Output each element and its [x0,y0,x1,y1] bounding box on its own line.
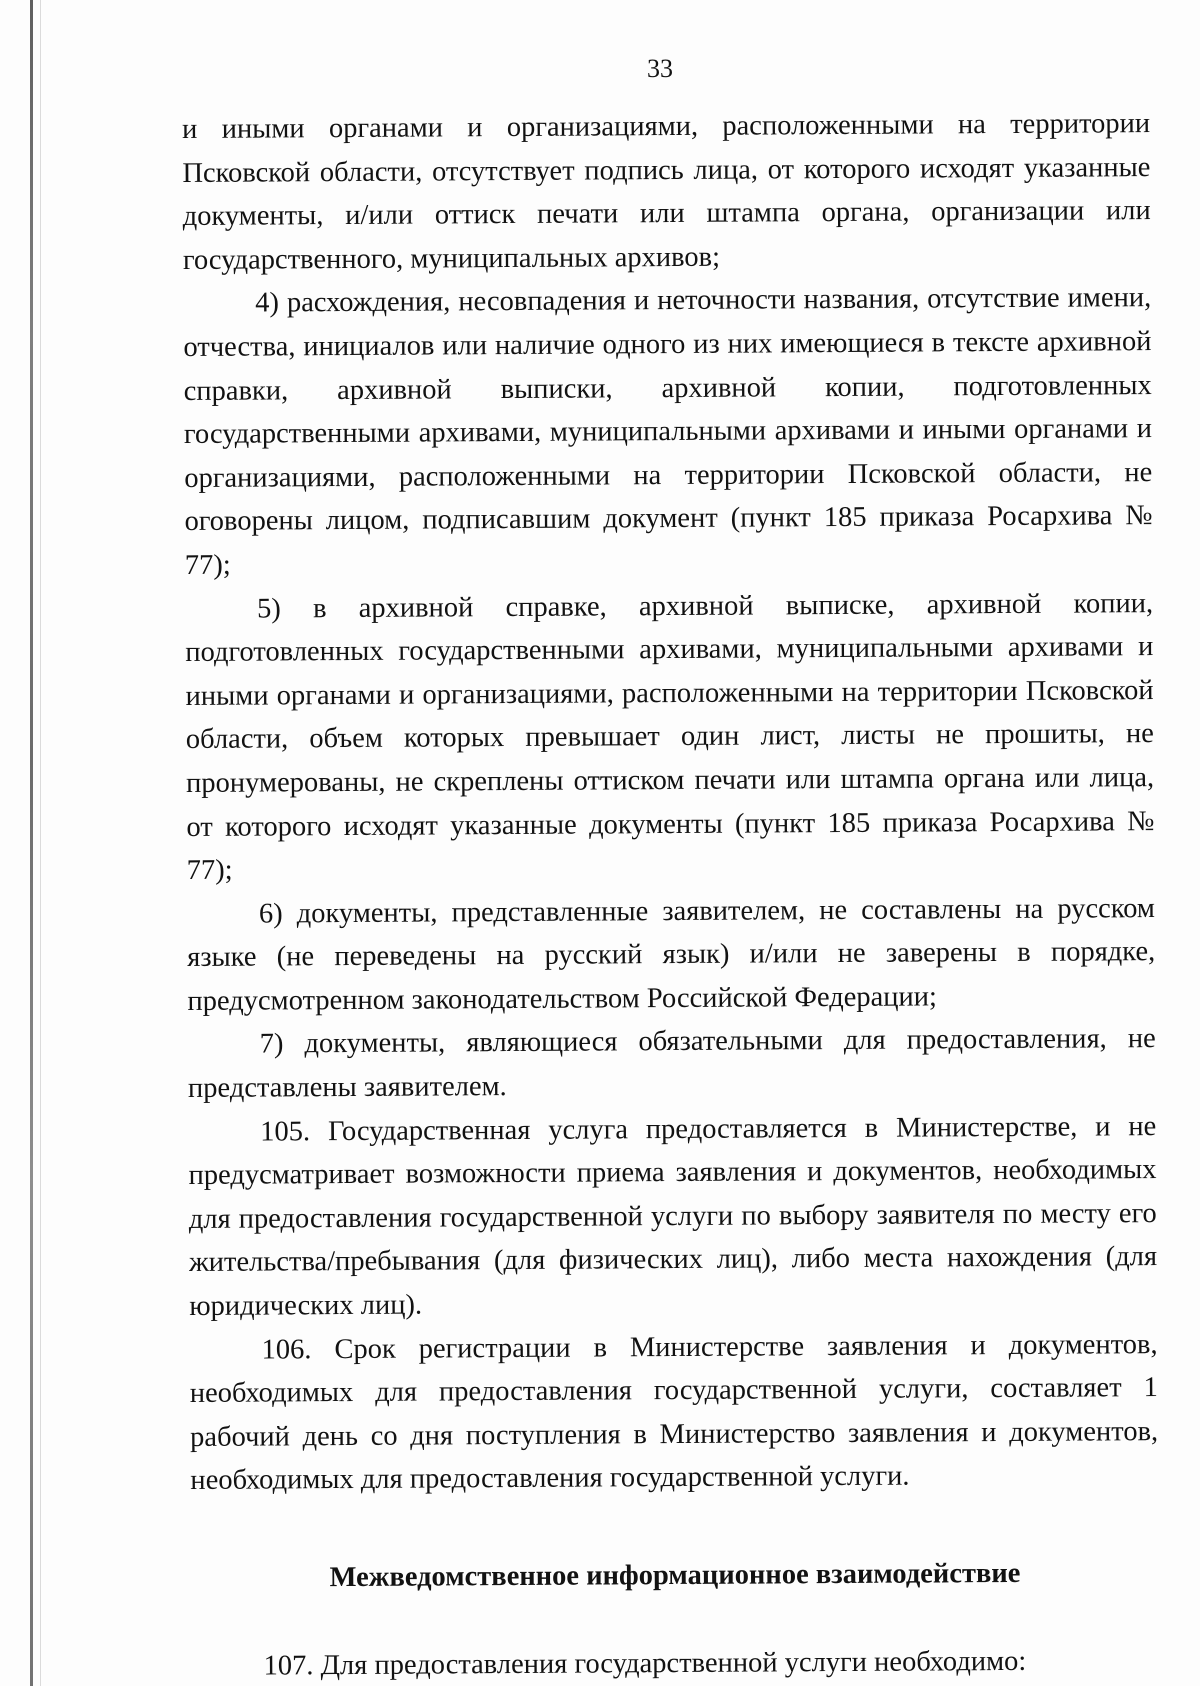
paragraph-106: 106. Срок регистрации в Министерстве заявления и документов, необходимых для предоставления государственной услуги, составляет 1 рабочий день со дня поступления в Министерство заявления и документов, необходимых для предоставления государственной услуги. [189,1328,1159,1497]
paragraph-item-5: 5) в архивной справке, архивной выписке, архивной копии, подготовленных государственными архивами, муниципальными архивами и иными органами и организациями, расположенными на территории Псковской области, объем которых превышает один лист, листы не прошиты, не пронумерованы, не скреплены оттиском печати или штампа органа или лица, от которого исходят указанные документы (пункт 185 приказа Росархива № 77); [185,587,1155,887]
document-body [182,102,1160,1688]
scan-binding-shadow [40,0,41,1686]
paragraph-item-4: 4) расхождения, несовпадения и неточности названия, отсутствие имени, отчества, инициалов или наличие одного из них имеющиеся в тексте архивной справки, архивной выписки, архивной копии, подготовленных государственными архивами, муниципальными архивами и иными органами и организациями, расположенными на территории Псковской области, не оговорены лицом, подписавшим документ (пункт 185 приказа Росархива № 77); [183,282,1153,581]
paragraph-item-7: 7) документы, являющиеся обязательными для предоставления, не представлены заявителем. [187,1023,1156,1105]
paragraph-item-6: 6) документы, представленные заявителем, не составлены на русском языке (не переведены на русский язык) и/или не заверены в порядке, предусмотренном законодательством Российской Федерации; [187,892,1156,1017]
paragraph-107: 107. Для предоставления государственной услуги необходимо: [263,1645,1027,1682]
scan-binding-edge [30,0,33,1686]
paragraph-105: 105. Государственная услуга предоставляется в Министерстве, и не предусматривает возможности приема заявления и документов, необходимых для предоставления государственной услуги по выбору заявителя по месту его жительства/пребывания (для физических лиц), либо места нахождения (для юридических лиц). [188,1110,1158,1323]
page-number: 33 [647,54,673,83]
section-heading: Межведомственное информационное взаимодействие [329,1557,1021,1594]
paragraph-continuation: и иными органами и организациями, расположенными на территории Псковской области, отсутствует подпись лица, от которого исходят указанные документы, и/или оттиск печати или штампа органа, организации или государственного, муниципальных архивов; [182,108,1151,276]
